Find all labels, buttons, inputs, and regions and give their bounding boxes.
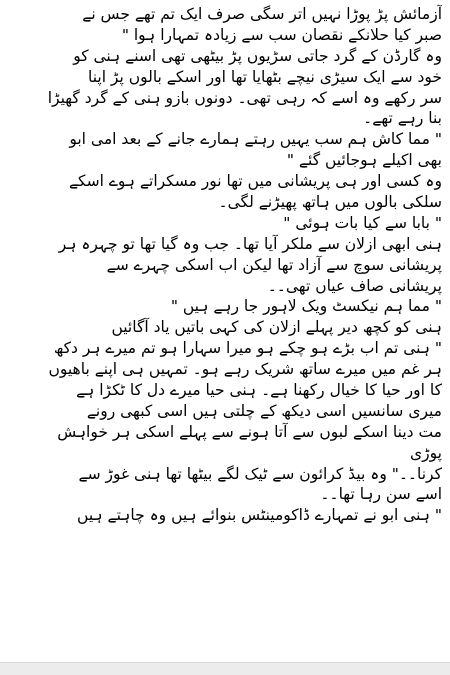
text-line: وہ گارڈن کے گرد جاتی سڑیوں پڑ بیٹھی تھی اسنے ہنی کو [73,46,442,65]
text-line: " ہنی ابو نے تمہارے ڈاکومینٹس بنوائے ہیں وہ چاہتے ہیں [77,506,442,525]
text-line: بنا رہے تھے۔ [363,109,442,128]
bottom-edge-bar [0,662,450,675]
text-line: صبر کیا حلانکے نقصان سب سے زیادہ تمہارا ہوا " [121,25,442,44]
text-line: میری سانسیں اسی دیکھ کے چلتی ہیں اسی کبھی رونے [86,401,442,420]
text-line: مت دینا اسکے لبوں سے آتا ہونے سے پہلے اسکی ہر خواہش [57,422,442,441]
text-line: ہنی ابھی ازلان سے ملکر آیا تھا۔ جب وہ گیا تھا تو چہرہ ہر [58,234,442,253]
story-text [8,4,442,526]
text-line: ہنی کو کچھ دیر پہلے ازلان کی کہی باتیں یاد آگائیں [111,318,442,337]
text-line: آزمائش پڑ پوڑا نہیں اتر سگی صرف ایک تم تھے جس نے [82,5,442,23]
text-line: سلکی بالوں میں ہاتھ پھیڑنے لگی۔ [218,193,442,212]
text-line: پریشانی سوچ سے آزاد تھا لیکن اب اسکی چہرے سے [106,255,442,274]
text-line: کرنا۔۔" وہ بیڈ کرائون سے ٹیک لگے بیٹھا تھا ہنی غوڑ سے [78,464,442,483]
text-line: " مما ہم نیکسٹ ویک لاہور جا رہے ہیں " [170,297,442,316]
text-line: خود سے ایک سیڑی نیچے بٹھایا تھا اور اسکے بالوں پڑ اپنا [87,67,442,86]
text-line: پوڑی [410,443,442,462]
text-line: سر رکھے وہ اسے کہ رہی تھی۔ دونوں بازو ہنی کے گرد گھیڑا [47,88,442,107]
text-line: اسے سن رہا تھا۔۔ [320,485,442,504]
text-line: بھی اکیلے ہوجائیں گئے " [286,151,442,170]
text-line: " بابا سے کیا بات ہوئی " [283,213,442,232]
text-line: وہ کسی اور ہی پریشانی میں تھا نور مسکراتے ہوے اسکے [68,172,442,191]
text-line: کا اور حیا کا خیال رکھنا ہے۔ ہنی حیا میرے دل کا ٹکڑا ہے [76,381,442,400]
text-line: " ہنی تم اب بڑے ہو چکے ہو میرا سہارا ہو تم میرے ہر دکھ [53,339,442,358]
text-line: ہر غم میں میرے ساتھ شریک رہے ہو۔ تمہیں ہی اپنے باھیوں [48,360,442,379]
text-line: " مما کاش ہم سب یہیں رہتے ہمارے جانے کے بعد امی ابو [69,130,442,149]
text-line: پریشانی صاف عیاں تھی۔۔ [267,276,442,295]
